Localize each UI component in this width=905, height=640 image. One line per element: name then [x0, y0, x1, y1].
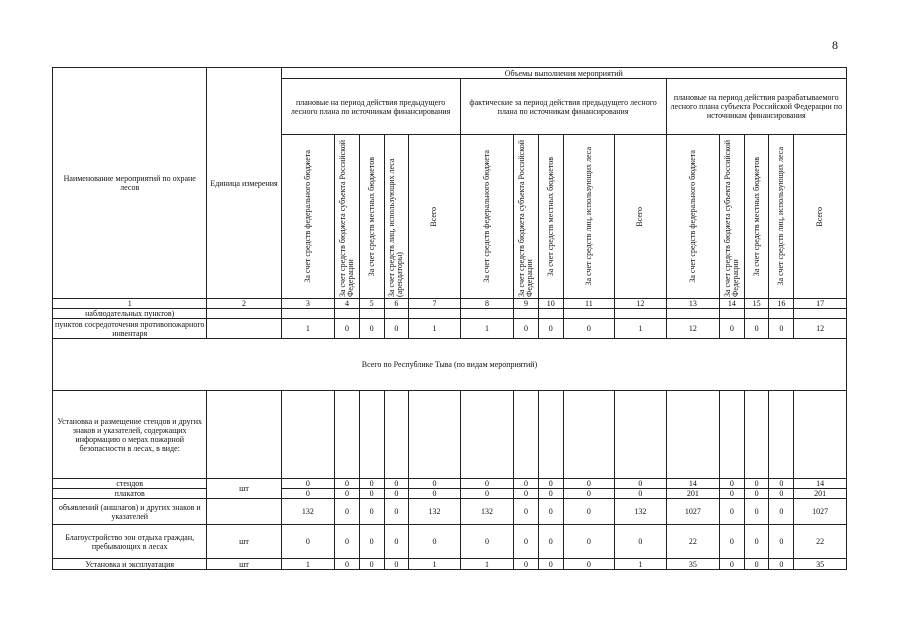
- table-cell: 0: [615, 525, 666, 559]
- table-cell: 132: [460, 499, 514, 525]
- table-row: [53, 319, 847, 339]
- table-cell: [514, 391, 539, 479]
- table-cell: 0: [615, 489, 666, 499]
- table-cell: 12: [615, 299, 666, 309]
- table-cell: плакатов: [53, 489, 207, 499]
- table-cell: [207, 319, 281, 339]
- table-cell: 0: [769, 479, 794, 489]
- table-cell: [281, 391, 335, 479]
- table-cell: 0: [359, 489, 384, 499]
- table-cell: [384, 391, 409, 479]
- table-cell: 0: [769, 319, 794, 339]
- table-cell: 15: [744, 299, 769, 309]
- table-cell: 1: [615, 319, 666, 339]
- subtotal-title-row: [53, 339, 847, 391]
- table-cell: пунктов сосредоточения противопожарного инвентаря: [53, 319, 207, 339]
- table-cell: 0: [563, 479, 614, 489]
- table-cell: 0: [460, 525, 514, 559]
- table-cell: 1: [409, 559, 460, 570]
- table-cell: 0: [744, 525, 769, 559]
- table-cell: 0: [720, 525, 745, 559]
- header-source-7: Всего: [409, 135, 460, 299]
- table-cell: 0: [538, 499, 563, 525]
- table-cell: 0: [359, 319, 384, 339]
- table-cell: [460, 309, 514, 319]
- table-cell: 0: [563, 499, 614, 525]
- table-cell: 1027: [794, 499, 847, 525]
- table-cell: [794, 391, 847, 479]
- table-cell: 10: [538, 299, 563, 309]
- table-cell: 0: [514, 489, 539, 499]
- table-cell: 0: [514, 479, 539, 489]
- table-cell: 0: [384, 525, 409, 559]
- header-name: Наименование мероприятий по охране лесов: [53, 68, 207, 299]
- table-cell: 0: [563, 559, 614, 570]
- table-row: [53, 391, 847, 479]
- table-cell: шт: [207, 559, 281, 570]
- table-cell: 14: [666, 479, 720, 489]
- table-cell: 0: [720, 499, 745, 525]
- table-cell: [538, 391, 563, 479]
- header-group-planned-new: плановые на период действия разрабатываемого лесного плана субъекта Российской Федерации по источникам финансирования: [666, 79, 846, 135]
- header-source-13: За счет средств федерального бюджета: [666, 135, 720, 299]
- header-source-16: За счет средств лиц, использующих леса: [769, 135, 794, 299]
- table-cell: 1: [460, 319, 514, 339]
- header-volumes: Объемы выполнения мероприятий: [281, 68, 846, 79]
- table-cell: 35: [666, 559, 720, 570]
- table-cell: шт: [207, 525, 281, 559]
- table-cell: [409, 309, 460, 319]
- header-source-8: За счет средств федерального бюджета: [460, 135, 514, 299]
- table-cell: 0: [744, 319, 769, 339]
- table-cell: 201: [666, 489, 720, 499]
- table-cell: [207, 499, 281, 525]
- table-cell: [563, 309, 614, 319]
- table-cell: 0: [460, 489, 514, 499]
- table-cell: Благоустройство зон отдыха граждан, пребывающих в лесах: [53, 525, 207, 559]
- table-cell: [359, 309, 384, 319]
- table-cell: [615, 309, 666, 319]
- table-cell: 0: [538, 319, 563, 339]
- table-cell: [207, 309, 281, 319]
- header-group-actual-previous: фактические за период действия предыдущего лесного плана по источникам финансирования: [460, 79, 666, 135]
- table-cell: 2: [207, 299, 281, 309]
- table-cell: 0: [460, 479, 514, 489]
- table-cell: 0: [384, 489, 409, 499]
- table-row: [53, 499, 847, 525]
- table-cell: [281, 309, 335, 319]
- header-source-15: За счет средств местных бюджетов: [744, 135, 769, 299]
- table-cell: [769, 309, 794, 319]
- table-cell: 17: [794, 299, 847, 309]
- table-cell: 0: [281, 489, 335, 499]
- table-cell: 22: [794, 525, 847, 559]
- table-row: [53, 559, 847, 570]
- header-source-12: Всего: [615, 135, 666, 299]
- table-cell: 132: [409, 499, 460, 525]
- table-row: [53, 309, 847, 319]
- table-cell: [794, 309, 847, 319]
- table-cell: [744, 391, 769, 479]
- table-cell: шт: [207, 479, 281, 499]
- table-cell: [335, 391, 360, 479]
- table-cell: 0: [335, 319, 360, 339]
- header-source-11: За счет средств лиц, использующих леса: [563, 135, 614, 299]
- forest-protection-table: [52, 67, 847, 570]
- table-cell: 0: [720, 489, 745, 499]
- table-cell: 0: [514, 525, 539, 559]
- table-cell: [384, 309, 409, 319]
- header-source-6: За счет средств лиц, использующих леса (арендаторы): [384, 135, 409, 299]
- table-cell: 14: [720, 299, 745, 309]
- table-cell: 1: [53, 299, 207, 309]
- table-cell: [720, 309, 745, 319]
- table-cell: наблюдательных пунктов): [53, 309, 207, 319]
- header-source-3: За счет средств федерального бюджета: [281, 135, 335, 299]
- table-cell: стендов: [53, 479, 207, 489]
- table-cell: 0: [335, 499, 360, 525]
- table-cell: 0: [720, 319, 745, 339]
- table-cell: 1: [460, 559, 514, 570]
- table-cell: 0: [563, 319, 614, 339]
- table-cell: 0: [359, 559, 384, 570]
- table-cell: 0: [335, 559, 360, 570]
- table-cell: 0: [281, 525, 335, 559]
- table-row: [53, 489, 847, 499]
- table-cell: 1027: [666, 499, 720, 525]
- header-unit: Единица измерения: [207, 68, 281, 299]
- table-cell: 13: [666, 299, 720, 309]
- table-cell: 0: [769, 499, 794, 525]
- table-cell: [207, 391, 281, 479]
- header-source-10: За счет средств местных бюджетов: [538, 135, 563, 299]
- table-cell: 3: [281, 299, 335, 309]
- table-row: [53, 479, 847, 489]
- table-cell: 6: [384, 299, 409, 309]
- table-cell: 7: [409, 299, 460, 309]
- table-cell: 0: [514, 499, 539, 525]
- table-cell: 16: [769, 299, 794, 309]
- column-numbers-row: [53, 299, 847, 309]
- table-cell: 0: [769, 525, 794, 559]
- table-cell: 0: [538, 489, 563, 499]
- table-cell: 12: [666, 319, 720, 339]
- table-cell: 0: [384, 559, 409, 570]
- table-cell: 132: [615, 499, 666, 525]
- table-cell: 0: [409, 525, 460, 559]
- table-cell: 0: [563, 525, 614, 559]
- table-cell: [538, 309, 563, 319]
- table-cell: 0: [359, 525, 384, 559]
- table-cell: Установка и эксплуатация: [53, 559, 207, 570]
- table-cell: [335, 309, 360, 319]
- table-cell: [460, 391, 514, 479]
- table-cell: 0: [744, 559, 769, 570]
- table-cell: 0: [720, 559, 745, 570]
- table-cell: 1: [281, 319, 335, 339]
- table-cell: 0: [514, 319, 539, 339]
- table-cell: 0: [359, 499, 384, 525]
- header-group-planned-previous: плановые на период действия предыдущего лесного плана по источникам финансирования: [281, 79, 460, 135]
- table-cell: [514, 309, 539, 319]
- table-cell: [409, 391, 460, 479]
- table-cell: [769, 391, 794, 479]
- table-cell: 1: [409, 319, 460, 339]
- table-cell: 1: [281, 559, 335, 570]
- header-source-14: За счет средств бюджета субъекта Российской Федерации: [720, 135, 745, 299]
- table-cell: 0: [281, 479, 335, 489]
- table-cell: 11: [563, 299, 614, 309]
- header-source-17: Всего: [794, 135, 847, 299]
- table-cell: 0: [769, 489, 794, 499]
- table-cell: 0: [384, 319, 409, 339]
- subtotal-title: Всего по Республике Тыва (по видам мероприятий): [53, 339, 847, 391]
- table-cell: 0: [744, 479, 769, 489]
- table-cell: 0: [409, 489, 460, 499]
- table-cell: 0: [514, 559, 539, 570]
- table-cell: [563, 391, 614, 479]
- table-cell: [615, 391, 666, 479]
- table-cell: 0: [538, 479, 563, 489]
- table-cell: 0: [538, 525, 563, 559]
- table-cell: 12: [794, 319, 847, 339]
- table-row: [53, 525, 847, 559]
- page-number: 8: [832, 38, 838, 52]
- table-cell: 8: [460, 299, 514, 309]
- header-source-9: За счет средств бюджета субъекта Российской Федерации: [514, 135, 539, 299]
- table-cell: 0: [744, 499, 769, 525]
- table-cell: 132: [281, 499, 335, 525]
- table-cell: 0: [384, 499, 409, 525]
- table-cell: 0: [335, 479, 360, 489]
- table-cell: 0: [384, 479, 409, 489]
- table-cell: 4: [335, 299, 360, 309]
- table-cell: 35: [794, 559, 847, 570]
- table-cell: [666, 391, 720, 479]
- table-cell: 0: [563, 489, 614, 499]
- table-cell: 0: [359, 479, 384, 489]
- table-cell: 9: [514, 299, 539, 309]
- table-cell: [666, 309, 720, 319]
- table-cell: 0: [744, 489, 769, 499]
- table-cell: 0: [409, 479, 460, 489]
- header-source-4: За счет средств бюджета субъекта Российской Федерации: [335, 135, 360, 299]
- table-cell: 14: [794, 479, 847, 489]
- table-cell: 22: [666, 525, 720, 559]
- table-cell: 0: [615, 479, 666, 489]
- table-cell: 201: [794, 489, 847, 499]
- table-cell: 0: [335, 525, 360, 559]
- table-cell: 1: [615, 559, 666, 570]
- header-source-5: За счет средств местных бюджетов: [359, 135, 384, 299]
- table-cell: [359, 391, 384, 479]
- table-cell: 0: [720, 479, 745, 489]
- table-cell: 0: [335, 489, 360, 499]
- table-cell: Установка и размещение стендов и других знаков и указателей, содержащих информацию о мерах пожарной безопасности в лесах, в виде:: [53, 391, 207, 479]
- table-cell: 5: [359, 299, 384, 309]
- table-cell: [744, 309, 769, 319]
- table-cell: объявлений (аншлагов) и других знаков и указателей: [53, 499, 207, 525]
- table-cell: 0: [538, 559, 563, 570]
- table-cell: [720, 391, 745, 479]
- table-cell: 0: [769, 559, 794, 570]
